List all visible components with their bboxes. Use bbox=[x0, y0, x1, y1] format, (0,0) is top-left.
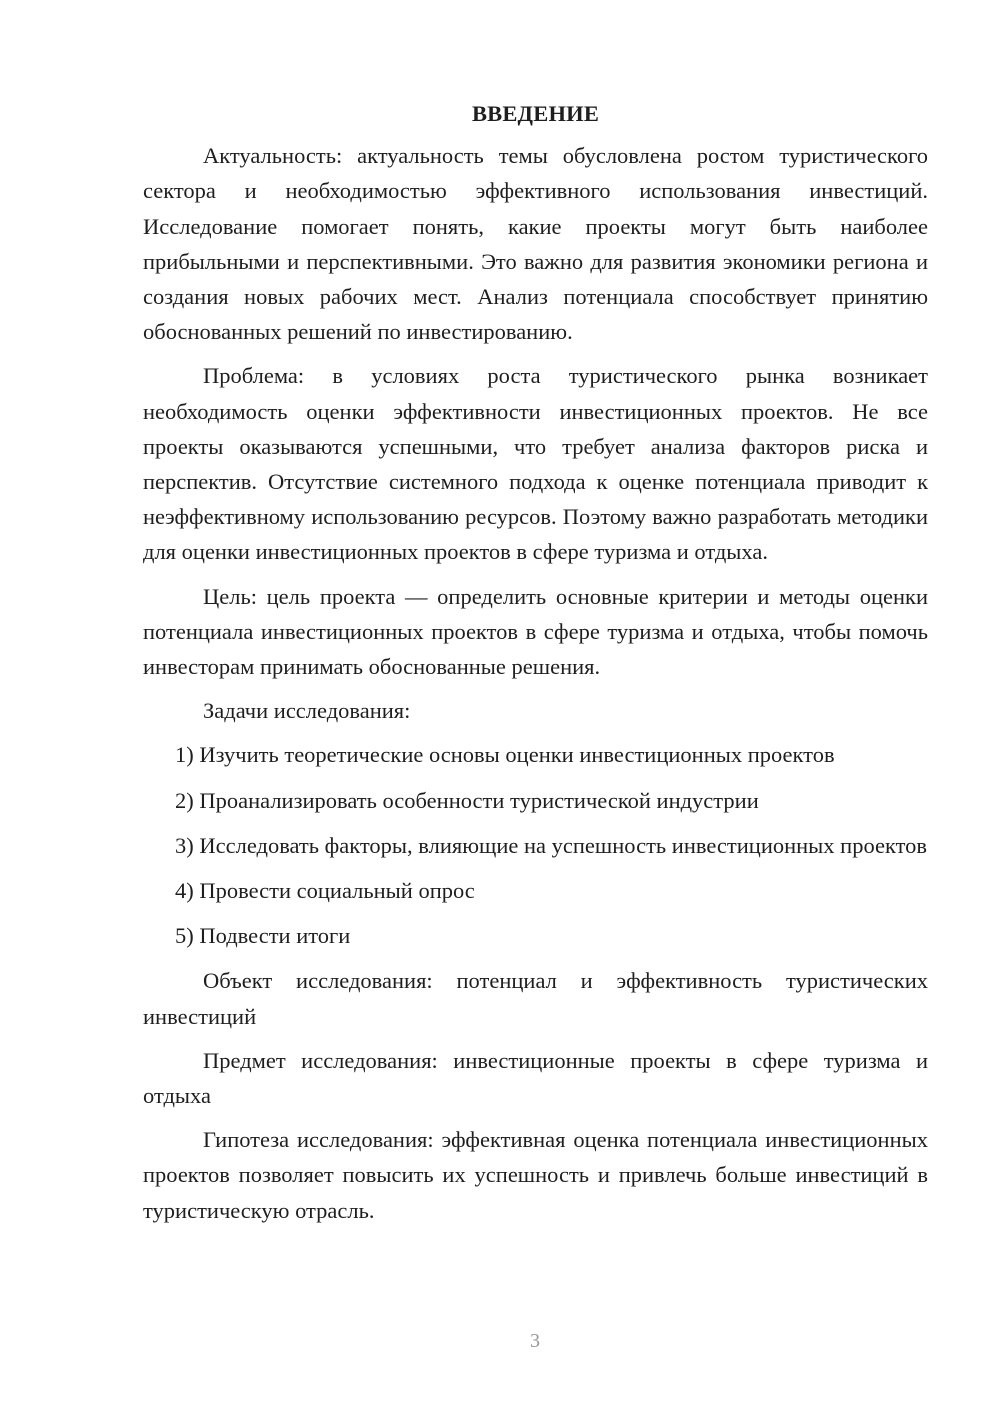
task-item: 4) Провести социальный опрос bbox=[175, 878, 475, 904]
page-content bbox=[143, 96, 928, 1237]
paragraph-problem: Проблема: в условиях роста туристического рынка возникает необходимость оценки эффективности инвестиционных проектов. Не все проекты оказываются успешными, что требует анализа факторов риска и перспектив. Отсутствие системного подхода к оценке потенциала приводит к неэффективному использованию ресурсов. Поэтому важно разработать методики для оценки инвестиционных проектов в сфере туризма и отдыха. bbox=[143, 363, 928, 565]
page-number: 3 bbox=[530, 1330, 540, 1352]
task-item: 1) Изучить теоретические основы оценки инвестиционных проектов bbox=[175, 742, 835, 768]
section-heading: ВВЕДЕНИЕ bbox=[471, 101, 600, 126]
paragraph-goal: Цель: цель проекта — определить основные критерии и методы оценки потенциала инвестиционных проектов в сфере туризма и отдыха, чтобы помочь инвесторам принимать обоснованные решения. bbox=[143, 583, 928, 680]
paragraph-relevance: Актуальность: актуальность темы обусловлена ростом туристического сектора и необходимостью эффективного использования инвестиций. Исследование помогает понять, какие проекты могут быть наиболее прибыльными и перспективными. Это важно для развития экономики региона и создания новых рабочих мест. Анализ потенциала способствует принятию обоснованных решений по инвестированию. bbox=[143, 143, 928, 345]
paragraph-object: Объект исследования: потенциал и эффективность туристических инвестиций bbox=[143, 968, 928, 1029]
task-item: 2) Проанализировать особенности туристической индустрии bbox=[175, 787, 759, 813]
task-item: 3) Исследовать факторы, влияющие на успешность инвестиционных проектов bbox=[175, 832, 928, 858]
paragraph-tasks-intro: Задачи исследования: bbox=[203, 698, 411, 724]
paragraph-hypothesis: Гипотеза исследования: эффективная оценка потенциала инвестиционных проектов позволяет повысить их успешность и привлечь больше инвестиций в туристическую отрасль. bbox=[143, 1127, 928, 1223]
paragraph-subject: Предмет исследования: инвестиционные проекты в сфере туризма и отдыха bbox=[143, 1047, 928, 1109]
task-list bbox=[143, 737, 928, 953]
task-item: 5) Подвести итоги bbox=[175, 923, 351, 949]
